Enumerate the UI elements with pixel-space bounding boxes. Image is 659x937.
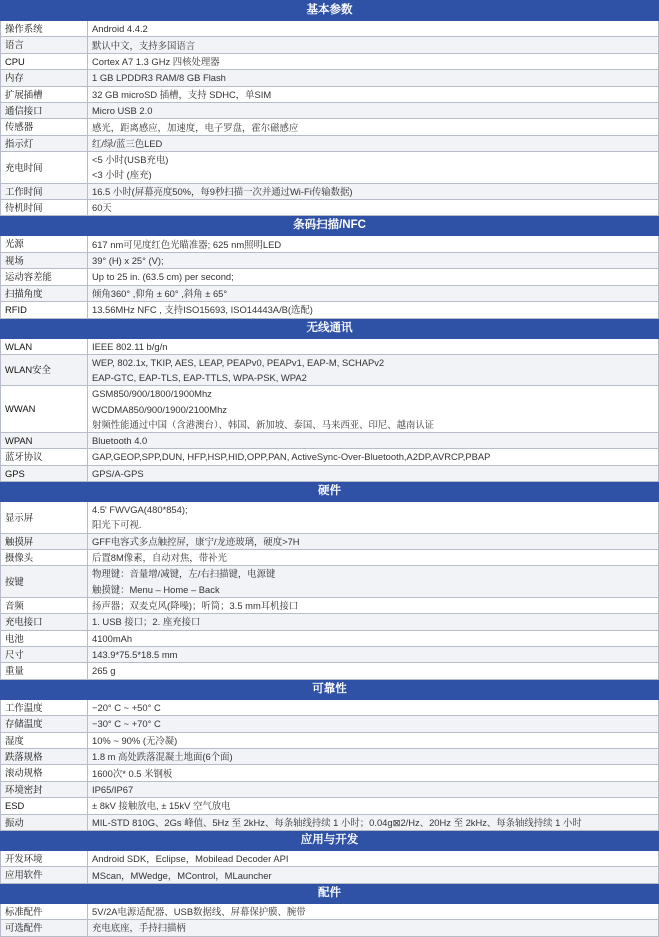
spec-row bbox=[1, 86, 659, 102]
spec-value bbox=[88, 814, 659, 830]
spec-row bbox=[1, 432, 659, 448]
spec-value bbox=[88, 465, 659, 481]
spec-label: 可选配件 bbox=[1, 920, 88, 936]
spec-value bbox=[88, 432, 659, 448]
spec-row bbox=[1, 183, 659, 199]
spec-label: 扫描角度 bbox=[1, 285, 88, 301]
spec-value-line: 13.56MHz NFC , 支持ISO15693, ISO14443A/B(选配) bbox=[92, 304, 313, 316]
spec-label: 存储温度 bbox=[1, 716, 88, 732]
spec-value-line: GAP,GEOP,SPP,DUN, HFP,HSP,HID,OPP,PAN, ActiveSync-Over-Bluetooth,A2DP,AVRCP,PBAP bbox=[92, 451, 491, 463]
spec-label: 振动 bbox=[1, 814, 88, 830]
spec-label: 光源 bbox=[1, 236, 88, 252]
spec-value-line: 143.9*75.5*18.5 mm bbox=[92, 649, 178, 661]
spec-value bbox=[88, 630, 659, 646]
section-title: 无线通讯 bbox=[1, 318, 659, 338]
spec-value-line: 1600次* 0.5 米钢板 bbox=[92, 767, 173, 779]
spec-row bbox=[1, 533, 659, 549]
spec-row bbox=[1, 903, 659, 919]
spec-value-line: GSM850/900/1800/1900Mhz bbox=[92, 388, 212, 400]
spec-label: 重量 bbox=[1, 663, 88, 679]
spec-label: 应用软件 bbox=[1, 867, 88, 883]
section-header bbox=[1, 482, 659, 502]
spec-value bbox=[88, 851, 659, 867]
spec-value-line: Android 4.4.2 bbox=[92, 23, 148, 35]
spec-label: 摄像头 bbox=[1, 549, 88, 565]
spec-label: 湿度 bbox=[1, 732, 88, 748]
spec-value-line: 射频性能通过中国（含港澳台）、韩国、新加坡、泰国、马来西亚、印尼、越南认证 bbox=[92, 418, 435, 430]
spec-value-line: 1 GB LPDDR3 RAM/8 GB Flash bbox=[92, 72, 226, 84]
spec-value bbox=[88, 533, 659, 549]
spec-value-line: 60天 bbox=[92, 202, 112, 214]
spec-value bbox=[88, 86, 659, 102]
spec-row bbox=[1, 386, 659, 433]
spec-value-line: Up to 25 in. (63.5 cm) per second; bbox=[92, 271, 234, 283]
spec-value-line: 4.5' FWVGA(480*854); bbox=[92, 504, 188, 516]
spec-table-body bbox=[1, 1, 659, 937]
spec-row bbox=[1, 814, 659, 830]
spec-row bbox=[1, 70, 659, 86]
spec-label: 蓝牙协议 bbox=[1, 449, 88, 465]
spec-value bbox=[88, 135, 659, 151]
spec-value bbox=[88, 903, 659, 919]
spec-value-line: 物理键：音量增/减键，左/右扫描键，电源键 bbox=[92, 568, 276, 580]
spec-value-line: Android SDK，Eclipse，Mobilead Decoder API bbox=[92, 853, 289, 865]
spec-label: 扩展插槽 bbox=[1, 86, 88, 102]
spec-row bbox=[1, 851, 659, 867]
spec-value-line: 阳光下可视. bbox=[92, 519, 142, 531]
spec-label: 工作温度 bbox=[1, 699, 88, 715]
spec-row bbox=[1, 630, 659, 646]
spec-value-line: 默认中文，支持多国语言 bbox=[92, 39, 196, 51]
spec-row bbox=[1, 285, 659, 301]
spec-value-line: 5V/2A电源适配器、USB数据线、屏幕保护膜、腕带 bbox=[92, 905, 306, 917]
spec-row bbox=[1, 781, 659, 797]
spec-row bbox=[1, 663, 659, 679]
spec-value bbox=[88, 269, 659, 285]
spec-value bbox=[88, 252, 659, 268]
spec-label: 内存 bbox=[1, 70, 88, 86]
spec-value bbox=[88, 502, 659, 533]
spec-value bbox=[88, 597, 659, 613]
spec-label: WLAN安全 bbox=[1, 354, 88, 385]
spec-value-line: 16.5 小时(屏幕亮度50%，每9秒扫描一次并通过Wi-Fi传输数据) bbox=[92, 185, 353, 197]
spec-label: 充电时间 bbox=[1, 152, 88, 183]
spec-value-line: <3 小时 (座充) bbox=[92, 169, 152, 181]
spec-value bbox=[88, 646, 659, 662]
spec-row bbox=[1, 749, 659, 765]
section-header bbox=[1, 679, 659, 699]
spec-label: 待机时间 bbox=[1, 200, 88, 216]
spec-label: 语言 bbox=[1, 37, 88, 53]
spec-row bbox=[1, 236, 659, 252]
spec-row bbox=[1, 765, 659, 781]
spec-value-line: 10% ~ 90% (无冷凝) bbox=[92, 734, 178, 746]
spec-row bbox=[1, 614, 659, 630]
spec-value-line: GFF电容式多点触控屏，康宁/龙迹玻璃，硬度>7H bbox=[92, 535, 300, 547]
spec-row bbox=[1, 338, 659, 354]
spec-label: 尺寸 bbox=[1, 646, 88, 662]
spec-value-line: −30° C ~ +70° C bbox=[92, 718, 161, 730]
spec-row bbox=[1, 135, 659, 151]
spec-row bbox=[1, 646, 659, 662]
spec-value-line: 扬声器；双麦克风(降噪)；听筒；3.5 mm耳机接口 bbox=[92, 599, 299, 611]
spec-value-line: ± 8kV 接触放电, ± 15kV 空气放电 bbox=[92, 800, 231, 812]
spec-label: 显示屏 bbox=[1, 502, 88, 533]
spec-row bbox=[1, 449, 659, 465]
spec-label: 充电接口 bbox=[1, 614, 88, 630]
spec-value bbox=[88, 338, 659, 354]
spec-row bbox=[1, 465, 659, 481]
spec-value bbox=[88, 386, 659, 433]
spec-value-line: 265 g bbox=[92, 665, 116, 677]
spec-value bbox=[88, 867, 659, 883]
spec-value bbox=[88, 37, 659, 53]
spec-value bbox=[88, 732, 659, 748]
spec-label: WLAN bbox=[1, 338, 88, 354]
spec-value-line: 红/绿/蓝三色LED bbox=[92, 137, 163, 149]
spec-row bbox=[1, 37, 659, 53]
spec-value-line: 617 nm可见度红色光瞄准器; 625 nm照明LED bbox=[92, 238, 282, 250]
spec-row bbox=[1, 103, 659, 119]
spec-value bbox=[88, 119, 659, 135]
spec-row bbox=[1, 252, 659, 268]
spec-value bbox=[88, 53, 659, 69]
spec-value bbox=[88, 285, 659, 301]
spec-value bbox=[88, 302, 659, 318]
spec-value bbox=[88, 449, 659, 465]
spec-value-line: −20° C ~ +50° C bbox=[92, 701, 161, 713]
spec-value-line: MIL-STD 810G、2Gs 峰值、5Hz 至 2kHz、每条轴线持续 1 小时；0.04g⊠2/Hz、20Hz 至 2kHz、每条轴线持续 1 小时 bbox=[92, 816, 582, 828]
section-header bbox=[1, 1, 659, 21]
spec-row bbox=[1, 798, 659, 814]
spec-label: 传感器 bbox=[1, 119, 88, 135]
spec-value bbox=[88, 798, 659, 814]
spec-row bbox=[1, 566, 659, 597]
spec-value bbox=[88, 354, 659, 385]
spec-label: 运动容差能 bbox=[1, 269, 88, 285]
spec-value bbox=[88, 549, 659, 565]
spec-value bbox=[88, 103, 659, 119]
spec-row bbox=[1, 732, 659, 748]
spec-label: 跌落规格 bbox=[1, 749, 88, 765]
spec-label: 视场 bbox=[1, 252, 88, 268]
spec-label: WWAN bbox=[1, 386, 88, 433]
spec-value bbox=[88, 183, 659, 199]
spec-value-line: GPS/A-GPS bbox=[92, 467, 144, 479]
section-title: 配件 bbox=[1, 883, 659, 903]
spec-label: 音频 bbox=[1, 597, 88, 613]
spec-value-line: 感光，距离感应，加速度，电子罗盘，霍尔磁感应 bbox=[92, 121, 299, 133]
spec-value-line: 4100mAh bbox=[92, 632, 133, 644]
spec-value-line: 1.8 m 高处跌落混凝土地面(6个面) bbox=[92, 751, 233, 763]
section-header bbox=[1, 831, 659, 851]
spec-label: 标准配件 bbox=[1, 903, 88, 919]
spec-value bbox=[88, 152, 659, 183]
spec-label: 工作时间 bbox=[1, 183, 88, 199]
spec-value bbox=[88, 21, 659, 37]
spec-value bbox=[88, 566, 659, 597]
spec-label: 按键 bbox=[1, 566, 88, 597]
spec-value bbox=[88, 699, 659, 715]
spec-row bbox=[1, 354, 659, 385]
section-title: 基本参数 bbox=[1, 1, 659, 21]
spec-value-line: 后置8M像素，自动对焦，带补光 bbox=[92, 552, 227, 564]
spec-value-line: Micro USB 2.0 bbox=[92, 105, 153, 117]
spec-row bbox=[1, 549, 659, 565]
spec-value bbox=[88, 781, 659, 797]
spec-value bbox=[88, 70, 659, 86]
spec-row bbox=[1, 597, 659, 613]
section-title: 硬件 bbox=[1, 482, 659, 502]
spec-value bbox=[88, 920, 659, 936]
spec-value-line: <5 小时(USB充电) bbox=[92, 154, 169, 166]
spec-row bbox=[1, 302, 659, 318]
spec-value-line: Cortex A7 1.3 GHz 四核处理器 bbox=[92, 55, 220, 67]
spec-label: 电池 bbox=[1, 630, 88, 646]
spec-label: 指示灯 bbox=[1, 135, 88, 151]
spec-row bbox=[1, 699, 659, 715]
section-header bbox=[1, 883, 659, 903]
spec-value bbox=[88, 614, 659, 630]
spec-label: 触摸屏 bbox=[1, 533, 88, 549]
section-title: 应用与开发 bbox=[1, 831, 659, 851]
spec-value-line: WCDMA850/900/1900/2100Mhz bbox=[92, 403, 227, 415]
section-title: 可靠性 bbox=[1, 679, 659, 699]
spec-label: RFID bbox=[1, 302, 88, 318]
spec-label: GPS bbox=[1, 465, 88, 481]
spec-value-line: EAP-GTC, EAP-TLS, EAP-TTLS, WPA-PSK, WPA2 bbox=[92, 372, 307, 384]
spec-row bbox=[1, 21, 659, 37]
spec-label: 通信接口 bbox=[1, 103, 88, 119]
spec-label: 操作系统 bbox=[1, 21, 88, 37]
spec-value bbox=[88, 663, 659, 679]
spec-value-line: 39° (H) x 25° (V); bbox=[92, 254, 164, 266]
spec-value-line: 32 GB microSD 插槽，支持 SDHC，单SIM bbox=[92, 88, 272, 100]
spec-label: WPAN bbox=[1, 432, 88, 448]
spec-value bbox=[88, 765, 659, 781]
spec-label: ESD bbox=[1, 798, 88, 814]
spec-value bbox=[88, 749, 659, 765]
spec-row bbox=[1, 867, 659, 883]
spec-label: CPU bbox=[1, 53, 88, 69]
spec-row bbox=[1, 502, 659, 533]
spec-row bbox=[1, 152, 659, 183]
spec-value bbox=[88, 236, 659, 252]
spec-row bbox=[1, 716, 659, 732]
section-title: 条码扫描/NFC bbox=[1, 216, 659, 236]
spec-row bbox=[1, 200, 659, 216]
spec-value bbox=[88, 200, 659, 216]
spec-value-line: IP65/IP67 bbox=[92, 783, 134, 795]
spec-label: 环境密封 bbox=[1, 781, 88, 797]
spec-row bbox=[1, 53, 659, 69]
spec-value-line: WEP, 802.1x, TKIP, AES, LEAP, PEAPv0, PEAPv1, EAP-M, SCHAPv2 bbox=[92, 356, 385, 368]
spec-value-line: 充电底座，手持扫描柄 bbox=[92, 922, 186, 934]
spec-row bbox=[1, 920, 659, 936]
spec-row bbox=[1, 119, 659, 135]
spec-value-line: 倾角360° ,仰角 ± 60° ,斜角 ± 65° bbox=[92, 287, 228, 299]
section-header bbox=[1, 216, 659, 236]
spec-label: 开发环境 bbox=[1, 851, 88, 867]
spec-value-line: MScan，MWedge，MControl，MLauncher bbox=[92, 869, 272, 881]
spec-value-line: IEEE 802.11 b/g/n bbox=[92, 340, 168, 352]
spec-value-line: 1. USB 接口；2. 座充接口 bbox=[92, 616, 201, 628]
spec-value-line: Bluetooth 4.0 bbox=[92, 435, 148, 447]
spec-value bbox=[88, 716, 659, 732]
spec-label: 滚动规格 bbox=[1, 765, 88, 781]
spec-value-line: 触摸键：Menu – Home – Back bbox=[92, 583, 220, 595]
section-header bbox=[1, 318, 659, 338]
spec-row bbox=[1, 269, 659, 285]
